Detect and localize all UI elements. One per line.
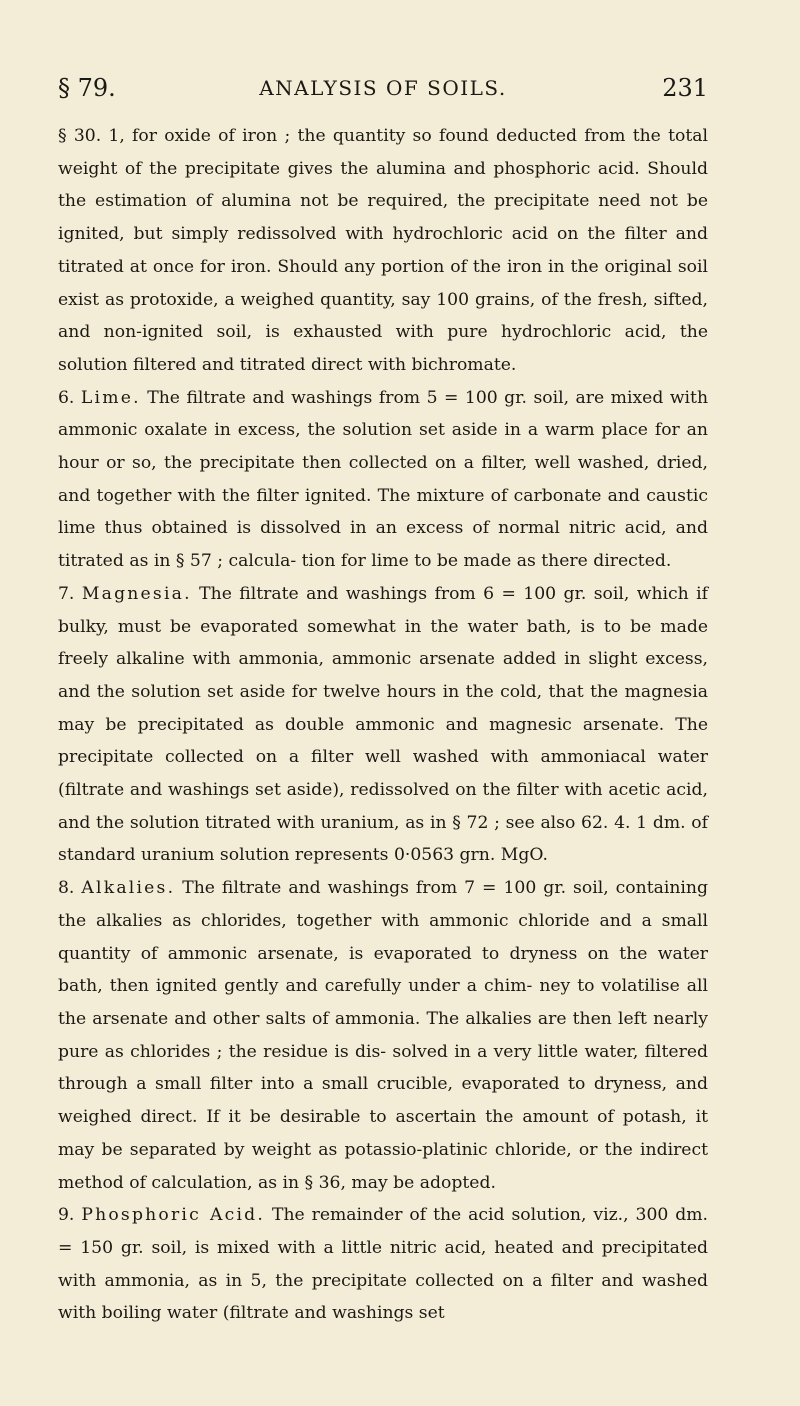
paragraph-heading: Alkalies. [81,878,176,899]
paragraph-heading: Phosphoric Acid. [81,1205,266,1226]
paragraph-heading: Magnesia. [81,583,192,604]
paragraph-lime [58,382,708,578]
running-head [58,72,708,104]
paragraph-text: The filtrate and washings from 6 = 100 gr. soil, which if bulky, must be evaporated somewhat in the water bath, is to be made freely alkaline with ammonia, ammonic arsenate added in slight excess, and the solution set aside for twelve hours in the cold, that the magnesia may be precipitated as double ammonic and magnesic arsenate. The precipitate collected on a filter well washed with ammoniacal water (filtrate and washings set aside), redissolved on the filter with acetic acid, and the solution titrated with uranium, as in § 72 ; see also 62. 4. 1 dm. of standard uranium solution represents 0·0563 grn. MgO. [58,583,709,866]
paragraph-number: 7. [58,583,75,604]
page-title: ANALYSIS OF SOILS. [259,76,507,100]
paragraph-number: 6. [58,387,75,408]
section-reference: § 79. [58,74,116,102]
paragraph-text: The filtrate and washings from 7 = 100 gr. soil, containing the alkalies as chlorides, together with ammonic chloride and a small quantity of ammonic arsenate, is evaporated to dryness on the water bath, then ignited gently and carefully under a chim- ney to volatilise all the arsenate and other salts of ammonia. The alkalies are then left nearly pure as chlorides ; the residue is dis- solved in a very little water, filtered through a small filter into a small crucible, evaporated to dryness, and weighed direct. If it be desirable to ascertain the amount of potash, it may be separated by weight as potassio-platinic chloride, or the indirect method of calculation, as in § 36, may be adopted. [58,878,708,1193]
paragraph-magnesia [58,578,708,872]
paragraph-alkalies [58,872,708,1199]
paragraph-text: § 30. 1, for oxide of iron ; the quantity so found deducted from the total weight of the precipitate gives the alumina and phosphoric acid. Should the estimation of alumina not be required, the precipitate need not be ignited, but simply redissolved with hydrochloric acid on the filter and titrated at once for iron. Should any portion of the iron in the original soil exist as protoxide, a weighed quantity, say 100 grains, of the fresh, sifted, and non-ignited soil, is exhausted with pure hydrochloric acid, the solution filtered and titrated direct with bichromate. [58,126,708,375]
paragraph-heading: Lime. [80,387,141,408]
paragraph-number: 9. [58,1205,75,1226]
body-text [58,120,708,1330]
paragraph-text: The filtrate and washings from 5 = 100 gr. soil, are mixed with ammonic oxalate in excess, the solution set aside in a warm place for an hour or so, the precipitate then collected on a filter, well washed, dried, and together with the filter ignited. The mixture of carbonate and caustic lime thus obtained is dissolved in an excess of normal nitric acid, and titrated as in § 57 ; calcula- tion for lime to be made as there directed. [58,387,709,572]
page-number: 231 [662,74,708,102]
paragraph-text: The remainder of the acid solution, viz., 300 dm. = 150 gr. soil, is mixed with a little nitric acid, heated and precipitated with ammonia, as in 5, the precipitate collected on a filter and washed with boiling water (filtrate and washings set [58,1205,709,1324]
paragraph-iron-continuation [58,120,708,382]
paragraph-phosphoric-acid [58,1199,708,1330]
paragraph-number: 8. [58,878,75,899]
